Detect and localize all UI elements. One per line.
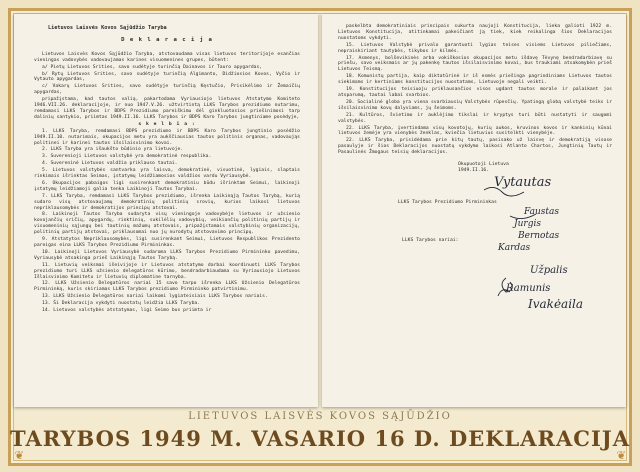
corner-ornament-icon: ❦ xyxy=(14,447,24,463)
left-paragraphs xyxy=(34,52,300,314)
corner-ornament-icon: ❦ xyxy=(616,447,626,463)
paragraph: 17. Asmenys, bolševikinės arba vokiškosios okupacijos metu išdavę Tėvynę bendradarbiavę su priešu, savo veiksmais ar jų pakenkę tautos išsilaisvinimo kovai, bus traukiami atsakomybėn prieš Lietuvos Teismą. xyxy=(338,55,612,73)
paragraph: c/ Vakarų Lietuvos Srities, savo sudėtyje turinčią Kęstučio, Prisikėlimo ir Žemaičių apygardas, xyxy=(34,84,300,96)
paragraph: s k e l b i a : xyxy=(138,121,196,127)
signature-block xyxy=(338,174,612,324)
paragraph: paskelbta demokratiniais principais sukurta naujoji Konstitucija, lieka galioti 1922 m. Lietuvos Konstitucija, atitinkamai pakeičiant ją tiek, kiek reikalinga šios Deklaracijos nuostatoms vykdyti. xyxy=(338,24,612,41)
paragraph: a/ Pietų Lietuvos Srities, savo sudėtyje turinčią Dainavos ir Tauro apygardas, xyxy=(42,64,263,70)
right-paragraphs xyxy=(338,24,612,156)
signature: Bernotas xyxy=(518,230,560,241)
paragraph: 14. Lietuvos valstybės atstatymas, ligi Seimo bus priimta ir xyxy=(42,308,212,314)
signature: Ivakėaila xyxy=(528,296,584,311)
paragraph: 4. Suvereninė Lietuvos valdžia priklauso tautai. xyxy=(42,161,178,167)
document-header: Lietuvos Laisvės Kovos Sąjūdžio Taryba xyxy=(48,25,167,31)
chair-label: LLKS Tarybos Prezidiumo Pirmininkas xyxy=(398,199,497,205)
document-page-right xyxy=(322,14,626,407)
signature: Užpalis xyxy=(530,264,568,276)
paragraph: 13. LLKS Užsienio Delegatūros nariai laikomi lygiateisiais LLKS Tarybos nariais. xyxy=(42,294,268,300)
signature: Vytautas xyxy=(494,174,552,190)
signature: Ramunis xyxy=(506,282,551,294)
place-date: Okupuotoji Lietuva 1949.II.16. xyxy=(458,162,509,173)
paragraph: 20. Socialinė globa yra viena svarbiausių Valstybės rūpesčių. Ypatingą globą valstybė teiks ir išsilaisvinimo kovų dalyviams, jų šeimoms. xyxy=(338,99,612,111)
paragraph: Lietuvos Laisvės Kovos Sąjūdžio Taryba, atstovaudama visas lietuvos teritorijoje esančias vieningas vadovybės vadovaujamas karines visuomenines grupes, būtent: xyxy=(34,51,300,63)
paragraph: 7. LLKS Taryba, remdamasi LLKS Tarybos prezidiumo, išrenka Laikinąją Tautos Tarybą, kurią sudaro visų atstovaujamų demokratinių politinių srovių, kurios laikosi lietuvos nepriklausomybės ir demokratijos principų atstovai. xyxy=(34,193,300,211)
paragraph: 13. Ši Deklaracija vykdyti nuostatų leidžia LLKS Taryba. xyxy=(42,301,201,307)
paragraph: 3. Suverenioji Lietuvos valstybė yra demokratinė respublika. xyxy=(42,154,212,160)
paragraph: b/ Rytų Lietuvos Srities, savo sudėtyje turinčią Algimanto, Didžiosios Kovos, Vyčio ir Vytauto apygardas, xyxy=(34,71,300,83)
signature: Jurgis xyxy=(514,218,541,229)
paragraph: 6. Okupacijos pabaigos ligi susirenkant demokratiniu būdu išrinktam Seimui, laikinoji įstatymų leidžiamoji galia tenka Laikinoji Tautos Tarybai. xyxy=(34,180,300,192)
document-title: D e k l a r a c i j a xyxy=(121,36,213,43)
paragraph: 21. Kultūros, švietimo ir auklėjimo tikslai ir kryptys turi būti nustatyti ir saugomi valstybės. xyxy=(338,112,612,124)
paragraph: 8. Laikinoji Tautos Taryba sudaryta visų vieningoje vadovybėje lietuvos ir užsienio kovojančių sričių, apygardų, rinktinių, sukilėlių vadovybių, veikiančių politinių partijų ir visuomeninių sąjungų bei tautinių mažumų atstovais, pripažįstamais valstybinių organizacijų, politinių partijų atstovai, priklausomai nuo jų nurodytų atstovavimo principų. xyxy=(34,212,300,236)
members-label: LLKS Tarybos nariai: xyxy=(402,237,459,243)
signature-strokes xyxy=(338,174,626,324)
paragraph: 5. Lietuvos valstybės santvarka yra laisva, demokratinė, visuotinė, lygiais, slaptais rinkimais išrinktas Seimas, įstatymų leidžiamosios valdžios vardu Vyriausybė. xyxy=(34,168,300,180)
paragraph: 15. Lietuvos Valstybė privalo garantuoti lygias teises visiems Lietuvos piliečiams, nepraiskiriant tautybės, tikybos ir kilmės. xyxy=(338,42,612,54)
paragraph: 18. Komunistų partija, kaip diktatūrinė ir iš esmės priešinga pagrindiniams Lietuvos tautos siekimams ir kertiniams konstitucijos nuostatams, Lietuvoje negali veikti. xyxy=(338,74,612,86)
signature: Faustas xyxy=(524,206,560,217)
banner-title: TARYBOS 1949 M. VASARIO 16 D. DEKLARACIJA xyxy=(9,426,631,451)
paragraph: 11. Lietuvių veiksmai išeivijoje ir Lietuvos atstatymo darbai koordinuoti LLKS Tarybos prezidiumo turi LLKS užsienio delegatūros kūrimo, bendradarbiaudama su Vyriausiojo Lietuvos Išlaisvinimo Komitetu ir lietuvių diplomatine tarnyba. xyxy=(34,262,300,280)
signature: Kardas xyxy=(498,242,531,253)
paragraph: 9. Atstatytos Nepriklausomybės, ligi susirenkant Seimui, Lietuvos Respublikos Prezidento pareigas eina LLKS Tarybos Prezidiumo Pirmininkas. xyxy=(34,237,300,248)
banner-subtitle: LIETUVOS LAISVĖS KOVOS SĄJŪDŽIO xyxy=(188,411,452,422)
paragraph: pripažįstama, kad tautos valią, pakartodama Vyriausiojo lietuvos Atstatymo Komiteto 1946.VII.26. deklaracijoje, ir nuo 1947.V.26. užtvirtintą LLKS Tarybos prezidiumo nutarimu, remdamasi LLKS Tarybos ir BDPS Prezidiumo pareiškimu dėl ginkluotosios priešinimosi tarp dalinių santykio, priimtas 1949.II.16. LLKS Tarybos ir BDPS Karo Tarybos jungtiniame posėdyje, xyxy=(34,97,300,120)
paragraph: 2. LLKS Taryba yra išaukšto būdinio yra lietuvoje. xyxy=(42,147,184,153)
paragraph: 22. LLKS Taryba, įvertindama visų kovotojų, kurių aukos, kruvinos kovos ir kankinių kūnai lietuvos žemėje yra vienybės ženklas, kviečia lietuvius susitelkti vienybėje. xyxy=(338,125,612,137)
paragraph: 19. Konstitucijos teisiuoju priklausančios visos ugdant tautos morale ir palaikant jos atsparumą, tautai labai svarbios. xyxy=(338,87,612,98)
paragraph: 22. LLKS Taryba, prisidėdama prie kitų tautų, pasisako už laisvę ir demokratiją visose pasaulyje ir šios Deklaracijos nuostatų vykdymo laikosi Atlanto Chartos, Jungtinių Tautų ir Pasaulinės Žmogaus teisių deklaracijos. xyxy=(338,138,612,156)
paragraph: 1. LLKS Taryba, remdamasi BDPS prezidiumo ir BDPS Karo Tarybos jungtinio posėdžio 1949.II.10. nutarimais, okupacijos metu yra aukščiausias tautos politinis organas, vadovaująs politinei ir karinei tautos išsilaisvinimo kovai. xyxy=(34,128,300,146)
paragraph: 12. LLKS Užsienio Delegatūros nariai 15 savo tarpo išrenka LLKS Užsienio Delegatūros Pirmininką, kuris skiriamas LLKS Tarybos prezidiumo Pirmininko patvirtinimu. xyxy=(34,281,300,293)
document-page-left xyxy=(14,14,318,407)
paragraph: 10. Laikinoji Lietuvos Vyriausybė sudaroma LLKS Tarybos Prezidiumo Pirmininko pavedimu, Vyriausybė atsakinga prieš Laikinąją Tautos Tarybą. xyxy=(34,249,300,261)
